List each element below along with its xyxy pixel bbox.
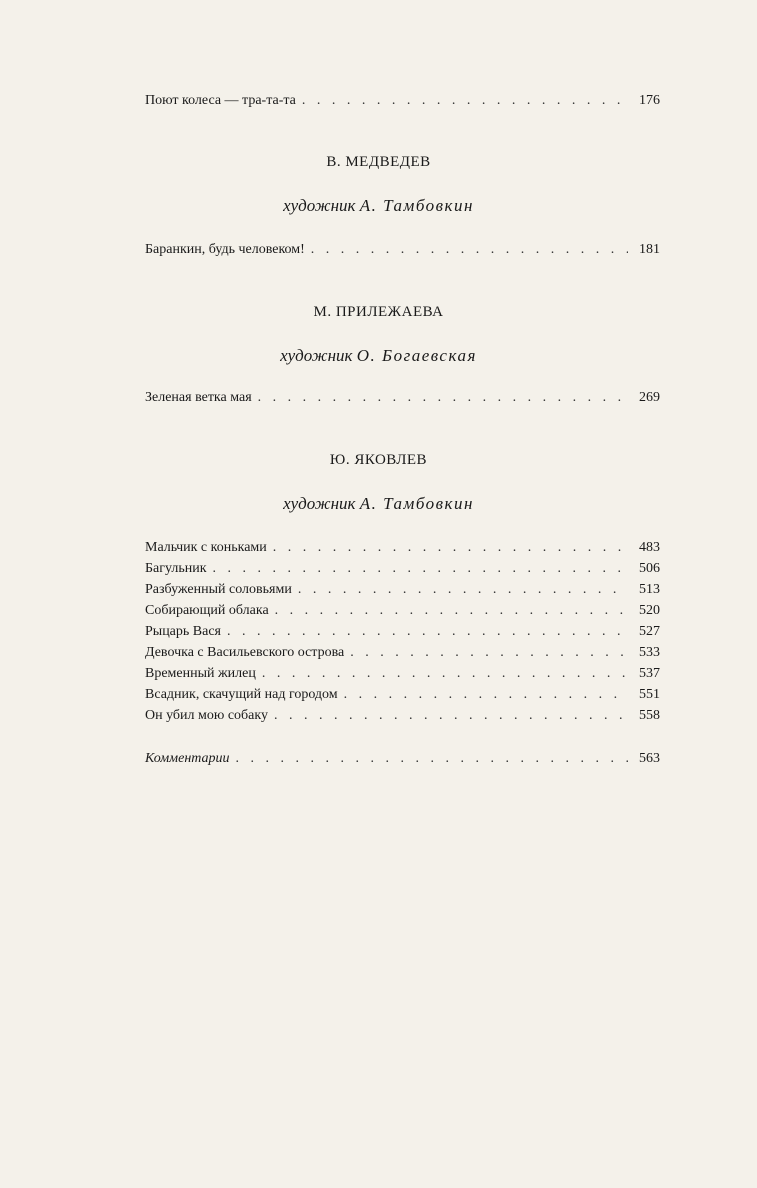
dot-leader bbox=[274, 705, 628, 726]
toc-entry bbox=[145, 705, 660, 726]
entry-page: 513 bbox=[639, 582, 660, 597]
illustrator-prefix: художник bbox=[283, 196, 356, 215]
illustrator-name: А. Тамбовкин bbox=[359, 494, 474, 513]
author-heading: М. ПРИЛЕЖАЕВА bbox=[313, 304, 444, 320]
entry-page: 269 bbox=[639, 390, 660, 405]
toc-entry bbox=[145, 387, 660, 408]
dot-leader bbox=[273, 537, 628, 558]
dot-leader bbox=[344, 684, 628, 705]
entry-title: Баранкин, будь человеком! bbox=[145, 242, 305, 257]
entry-page: 520 bbox=[639, 603, 660, 618]
illustrator-name: А. Тамбовкин bbox=[359, 196, 474, 215]
entry-page: 537 bbox=[639, 666, 660, 681]
dot-leader bbox=[298, 579, 628, 600]
illustrator-line bbox=[0, 494, 757, 514]
toc-entry bbox=[145, 748, 660, 769]
toc-commentary bbox=[145, 748, 660, 769]
entry-page: 563 bbox=[639, 751, 660, 766]
toc-section-entries bbox=[145, 239, 660, 260]
entry-title: Зеленая ветка мая bbox=[145, 390, 252, 405]
entry-title: Он убил мою собаку bbox=[145, 708, 268, 723]
entry-title: Комментарии bbox=[145, 751, 230, 766]
dot-leader bbox=[262, 663, 628, 684]
illustrator-line bbox=[0, 346, 757, 366]
author-heading: Ю. ЯКОВЛЕВ bbox=[329, 452, 428, 468]
entry-title: Всадник, скачущий над городом bbox=[145, 687, 338, 702]
entry-page: 527 bbox=[639, 624, 660, 639]
toc-entry bbox=[145, 579, 660, 600]
entry-title: Мальчик с коньками bbox=[145, 540, 267, 555]
entry-title: Временный жилец bbox=[145, 666, 256, 681]
entry-page: 558 bbox=[639, 708, 660, 723]
entry-page: 506 bbox=[639, 561, 660, 576]
dot-leader bbox=[311, 239, 628, 260]
toc-entry bbox=[145, 663, 660, 684]
entry-title: Разбуженный соловьями bbox=[145, 582, 292, 597]
entry-page: 533 bbox=[639, 645, 660, 660]
dot-leader bbox=[213, 558, 628, 579]
toc-section-entries bbox=[145, 537, 660, 726]
dot-leader bbox=[258, 387, 628, 408]
entry-title: Рыцарь Вася bbox=[145, 624, 221, 639]
illustrator-name: О. Богаевская bbox=[356, 346, 477, 365]
entry-page: 181 bbox=[639, 242, 660, 257]
toc-entry bbox=[145, 600, 660, 621]
illustrator-prefix: художник bbox=[283, 494, 356, 513]
dot-leader bbox=[302, 90, 628, 111]
toc-entry bbox=[145, 642, 660, 663]
author-heading: В. МЕДВЕДЕВ bbox=[326, 154, 431, 170]
toc-entry bbox=[145, 90, 660, 111]
entry-title: Поют колеса — тра-та-та bbox=[145, 93, 296, 108]
entry-title: Багульник bbox=[145, 561, 207, 576]
toc-entry bbox=[145, 537, 660, 558]
toc-entry bbox=[145, 684, 660, 705]
illustrator-line bbox=[0, 196, 757, 216]
entry-title: Собирающий облака bbox=[145, 603, 269, 618]
illustrator-prefix: художник bbox=[280, 346, 353, 365]
toc-entry-top bbox=[145, 90, 660, 111]
dot-leader bbox=[275, 600, 628, 621]
dot-leader bbox=[227, 621, 628, 642]
entry-page: 176 bbox=[639, 93, 660, 108]
dot-leader bbox=[350, 642, 628, 663]
entry-page: 551 bbox=[639, 687, 660, 702]
toc-entry bbox=[145, 621, 660, 642]
toc-entry bbox=[145, 558, 660, 579]
entry-page: 483 bbox=[639, 540, 660, 555]
toc-section-entries bbox=[145, 387, 660, 408]
toc-entry bbox=[145, 239, 660, 260]
entry-title: Девочка с Васильевского острова bbox=[145, 645, 345, 660]
dot-leader bbox=[236, 748, 628, 769]
